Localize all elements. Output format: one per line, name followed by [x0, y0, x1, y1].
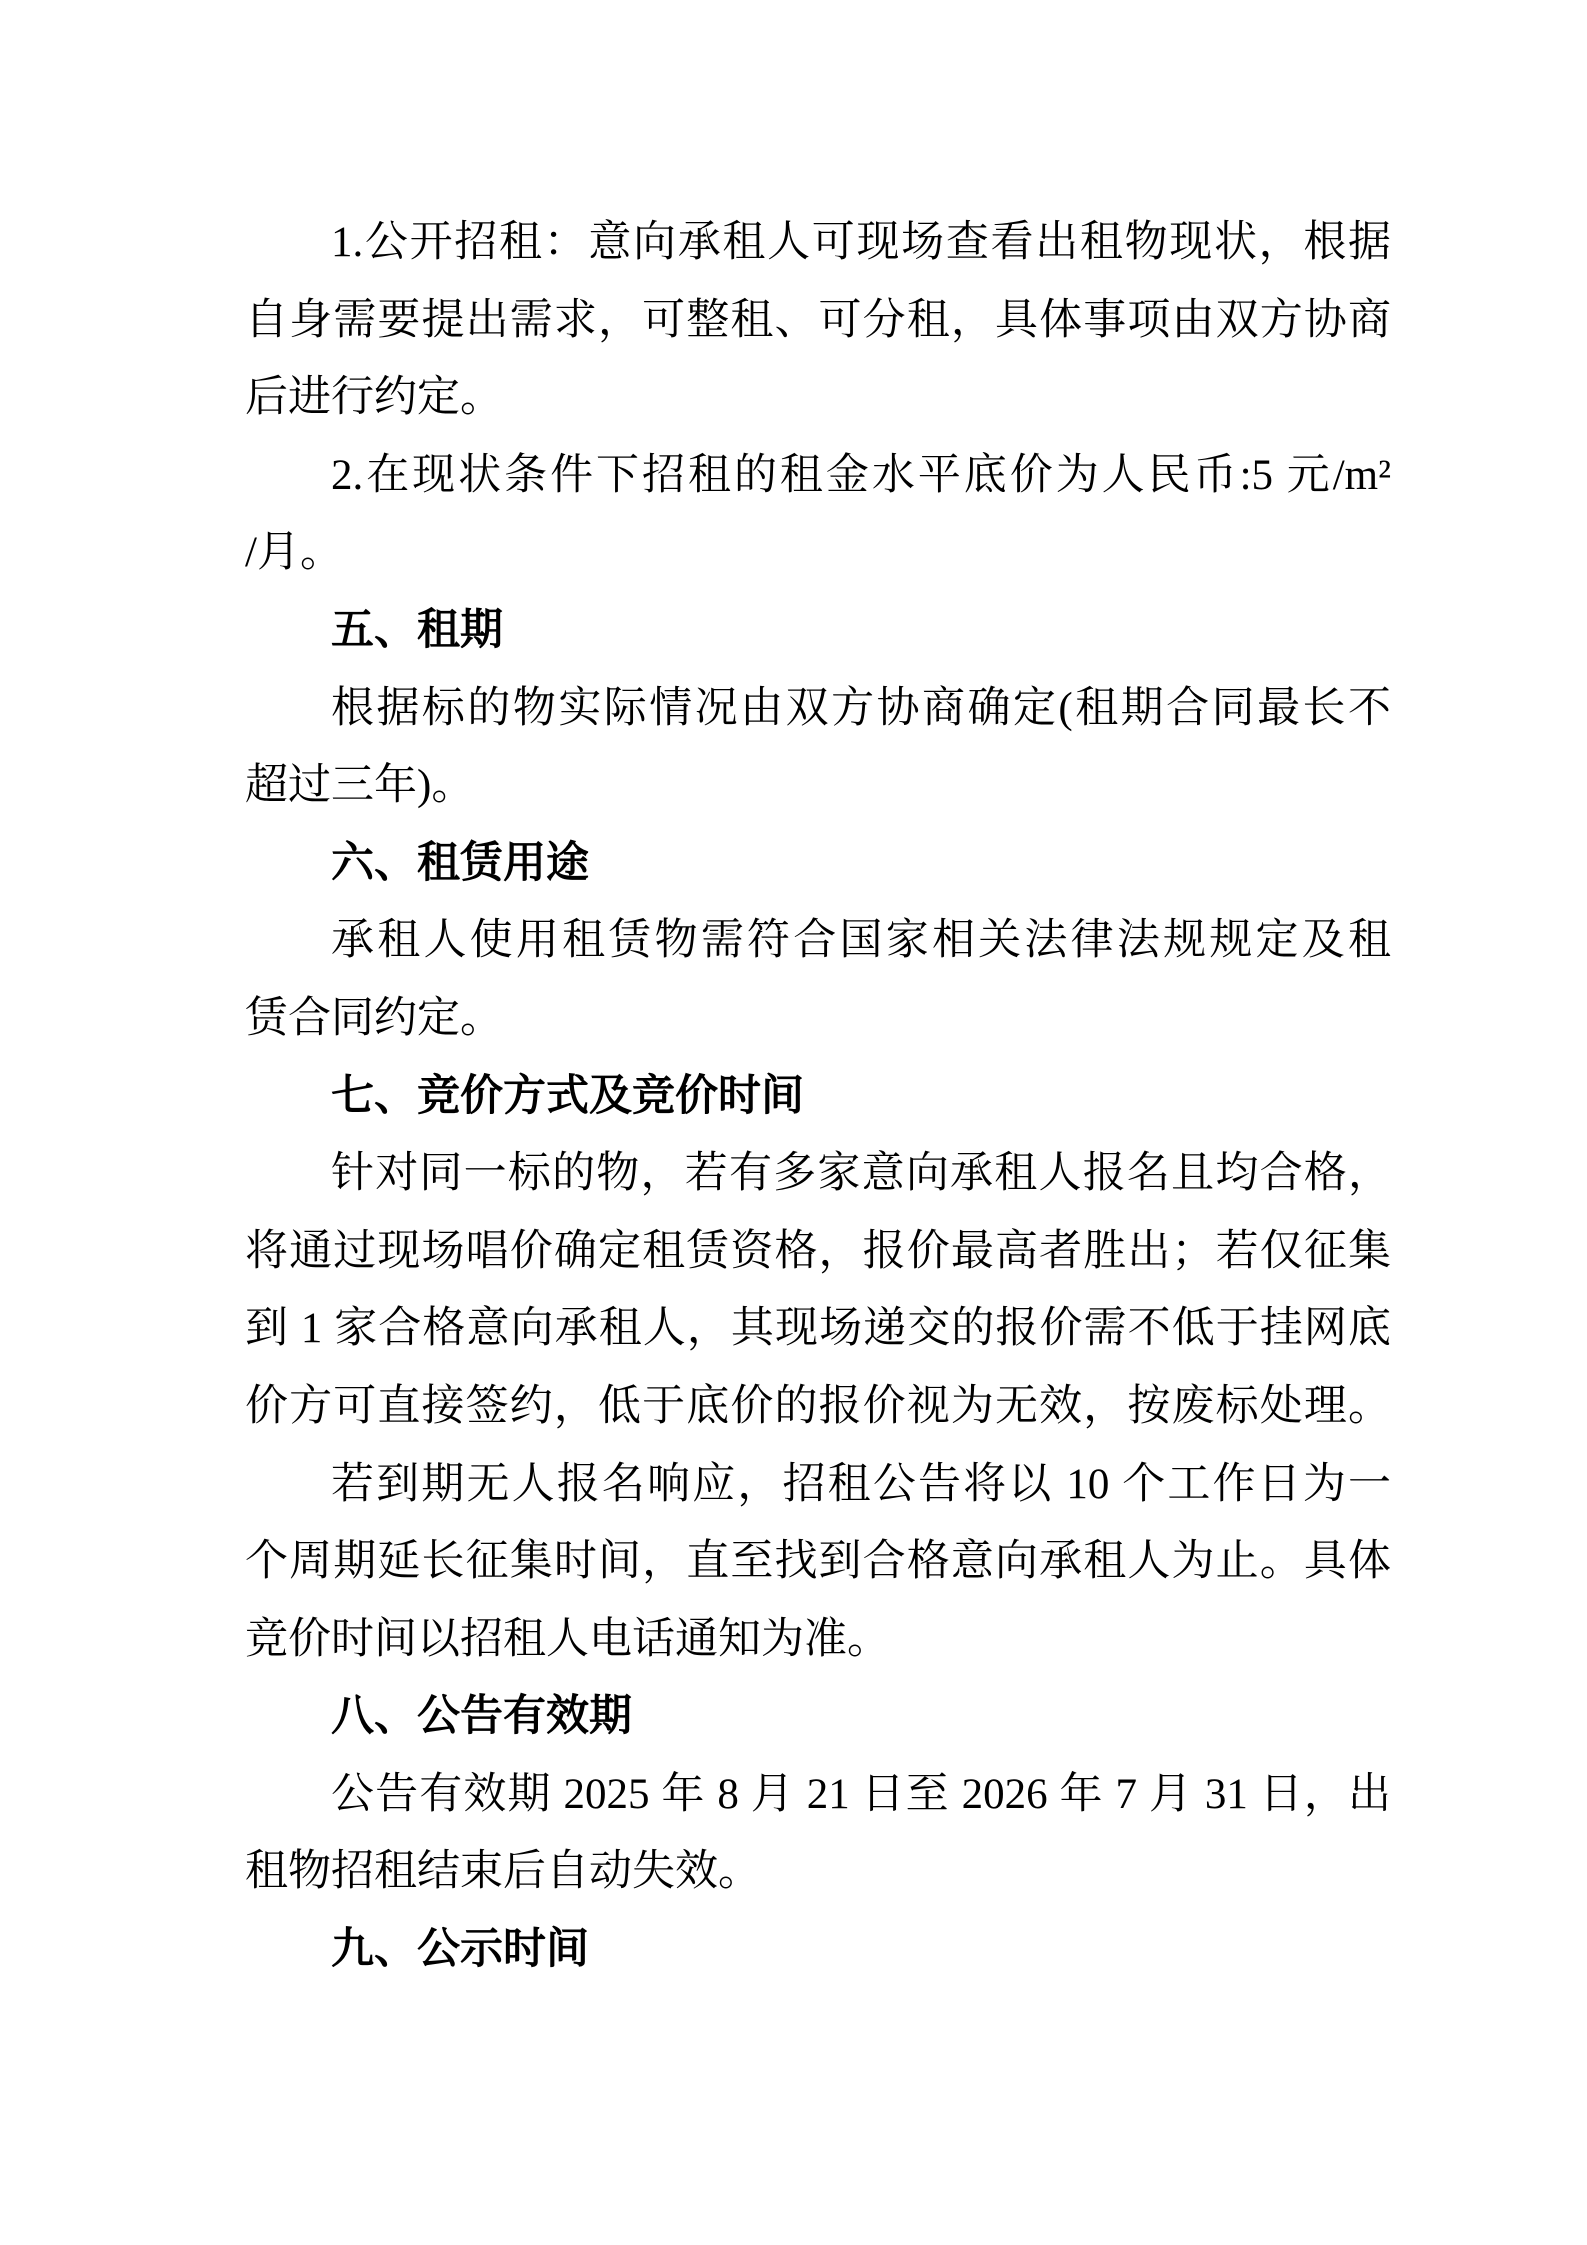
doc-line: 公告有效期 2025 年 8 月 21 日至 2026 年 7 月 31 日，出: [331, 1770, 1391, 1818]
doc-line: 竞价时间以招租人电话通知为准。: [245, 1615, 890, 1663]
doc-line: 2.在现状条件下招租的租金水平底价为人民币:5 元/m²: [331, 451, 1391, 499]
doc-line: 1.公开招租：意向承租人可现场查看出租物现状，根据: [331, 219, 1391, 266]
doc-line: 个周期延长征集时间，直至找到合格意向承租人为止。具体: [245, 1538, 1391, 1586]
section-heading-lease-term: 五、租期: [331, 605, 503, 654]
doc-line: 超过三年)。: [245, 762, 475, 810]
doc-line: 后进行约定。: [245, 374, 503, 422]
doc-line: 针对同一标的物，若有多家意向承租人报名且均合格，: [331, 1150, 1391, 1198]
doc-line: 根据标的物实际情况由双方协商确定(租期合同最长不: [331, 684, 1391, 732]
section-heading-publicity-period: 九、公示时间: [331, 1925, 589, 1974]
document-content: [245, 204, 1391, 1989]
section-heading-lease-usage: 六、租赁用途: [331, 838, 589, 887]
doc-line: 若到期无人报名响应，招租公告将以 10 个工作日为一: [331, 1460, 1391, 1508]
doc-line: 将通过现场唱价确定租赁资格，报价最高者胜出；若仅征集: [245, 1227, 1391, 1275]
doc-line: /月。: [245, 529, 343, 577]
section-heading-announcement-validity: 八、公告有效期: [331, 1692, 632, 1741]
doc-line: 赁合同约定。: [245, 994, 503, 1042]
doc-line: 租物招租结束后自动失效。: [245, 1848, 761, 1896]
section-heading-bidding-method: 七、竞价方式及竞价时间: [331, 1071, 804, 1120]
doc-line: 到 1 家合格意向承租人，其现场递交的报价需不低于挂网底: [245, 1305, 1391, 1353]
doc-line: 自身需要提出需求，可整租、可分租，具体事项由双方协商: [245, 296, 1391, 344]
doc-line: 承租人使用租赁物需符合国家相关法律法规规定及租: [331, 917, 1391, 965]
doc-line: 价方可直接签约，低于底价的报价视为无效，按废标处理。: [245, 1382, 1391, 1430]
